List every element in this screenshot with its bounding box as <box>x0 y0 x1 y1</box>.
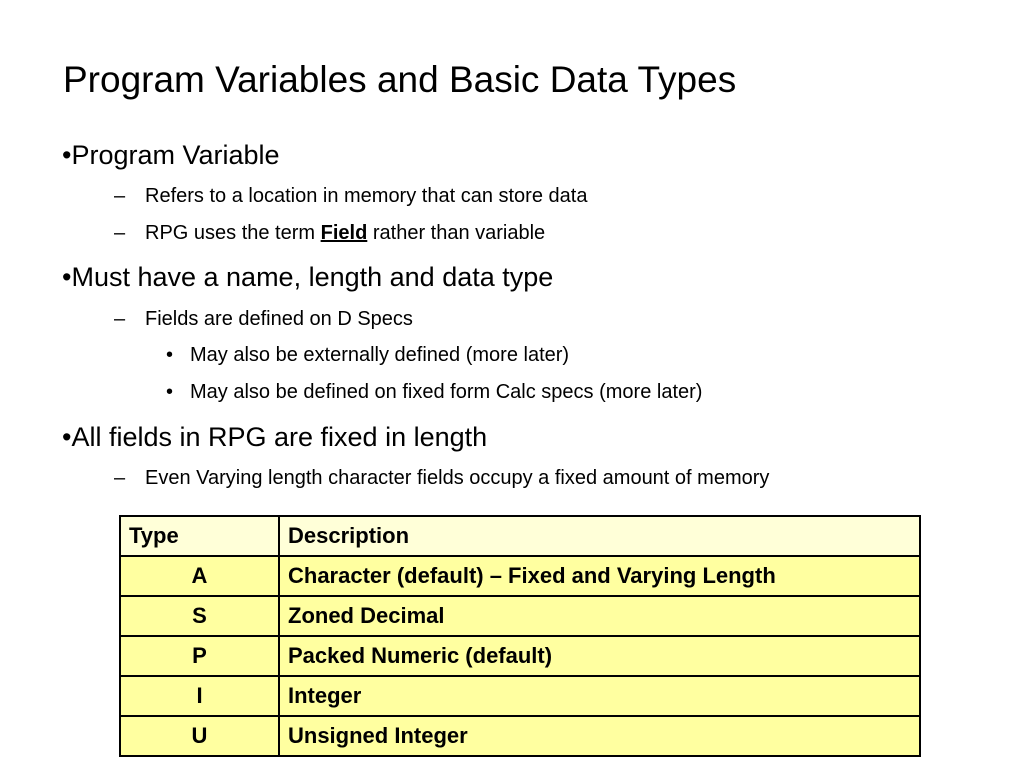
dot-marker: • <box>166 381 174 403</box>
sub-bullet-suffix: rather than variable <box>367 222 546 244</box>
table-row <box>120 676 920 716</box>
type-cell: I <box>120 676 279 716</box>
sub-bullet-text: Refers to a location in memory that can store data <box>145 185 588 207</box>
slide-title: Program Variables and Basic Data Types <box>63 59 737 100</box>
description-cell: Character (default) – Fixed and Varying Length <box>279 556 920 596</box>
bullet-text: Must have a name, length and data type <box>71 262 554 292</box>
sub-bullet-text: Even Varying length character fields occupy a fixed amount of memory <box>145 467 770 489</box>
type-cell: A <box>120 556 279 596</box>
table-row <box>120 556 920 596</box>
bullet-name-length-type <box>62 260 553 294</box>
table-header-row <box>120 516 920 556</box>
dash-marker: – <box>114 185 126 207</box>
dot-marker: • <box>166 344 174 366</box>
data-types-table <box>119 515 921 757</box>
type-cell: U <box>120 716 279 756</box>
dash-marker: – <box>114 467 126 489</box>
description-cell: Zoned Decimal <box>279 596 920 636</box>
bullet-marker: • <box>62 140 72 170</box>
bullet-text: All fields in RPG are fixed in length <box>71 422 488 452</box>
header-type: Type <box>120 516 279 556</box>
bullet-marker: • <box>62 422 72 452</box>
sub-bullet-memory-location <box>114 183 587 209</box>
field-term: Field <box>320 222 368 244</box>
table-row <box>120 636 920 676</box>
description-cell: Unsigned Integer <box>279 716 920 756</box>
sub-sub-bullet-text: May also be defined on fixed form Calc specs (more later) <box>190 381 703 403</box>
sub-bullet-field-term <box>114 220 545 246</box>
sub-bullet-text: Fields are defined on D Specs <box>145 308 413 330</box>
bullet-program-variable <box>62 138 280 172</box>
sub-sub-bullet-text: May also be externally defined (more later) <box>190 344 570 366</box>
sub-bullet-prefix: RPG uses the term <box>145 222 321 244</box>
type-cell: S <box>120 596 279 636</box>
type-cell: P <box>120 636 279 676</box>
bullet-fixed-length <box>62 420 487 454</box>
dash-marker: – <box>114 308 126 330</box>
sub-bullet-varying-length <box>114 465 769 491</box>
header-description: Description <box>279 516 920 556</box>
table-row <box>120 716 920 756</box>
description-cell: Integer <box>279 676 920 716</box>
dash-marker: – <box>114 222 126 244</box>
bullet-marker: • <box>62 262 72 292</box>
description-cell: Packed Numeric (default) <box>279 636 920 676</box>
sub-bullet-d-specs <box>114 306 413 332</box>
sub-sub-bullet-externally-defined <box>166 342 569 368</box>
sub-sub-bullet-calc-specs <box>166 379 702 405</box>
table-row <box>120 596 920 636</box>
bullet-text: Program Variable <box>71 140 280 170</box>
